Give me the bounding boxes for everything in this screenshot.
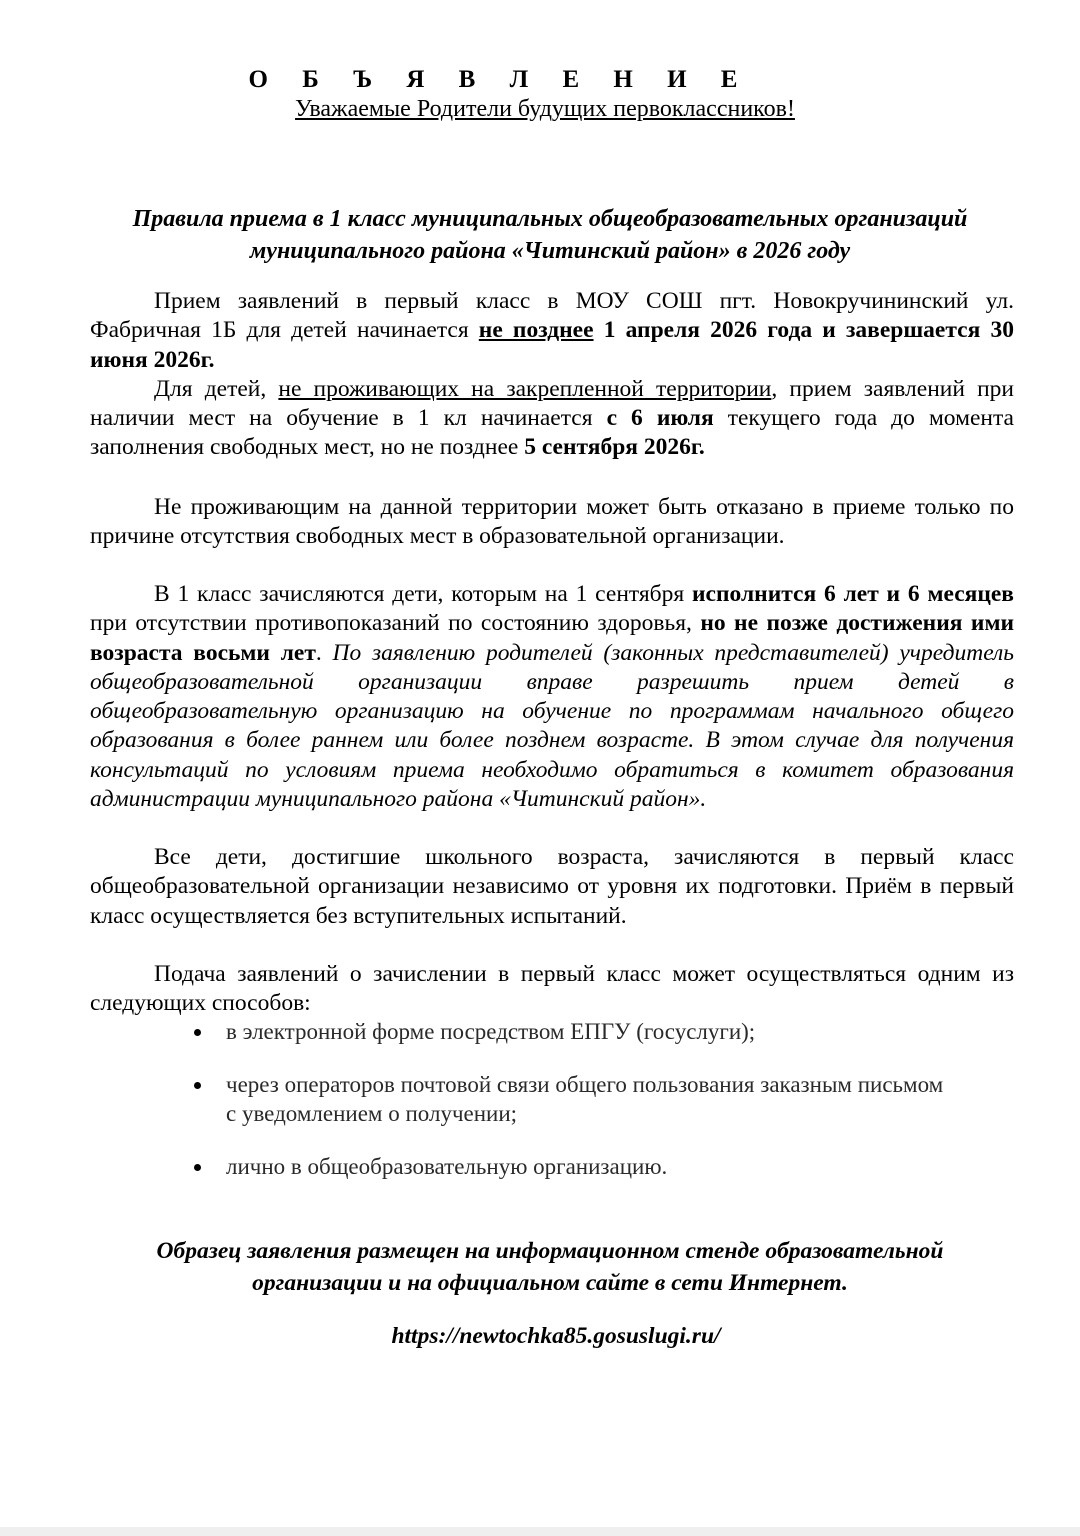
underlined-territory: не проживающих на закрепленной территории <box>278 375 772 402</box>
text-run: Прием заявлений в первый класс в МОУ СОШ пгт. Новокручининский ул. Фабричная 1Б для детей начинается <box>90 288 1014 344</box>
methods-list <box>190 1070 950 1128</box>
italic-parents-note: По заявлению родителей (законных представителей) учредитель общеобразовательной организации вправе разрешить прием детей в общеобразовательную организацию на обучение по программам начального общего образования в более раннем или более позднем возрасте. В этом случае для получения консультаций по условиям приема необходимо обратиться в комитет образования администрации муниципального района «Читинский район». <box>90 639 1015 813</box>
greeting-line: Уважаемые Родители будущих первоклассников! <box>295 96 795 122</box>
rules-title-line-1: Правила приема в 1 класс муниципальных общеобразовательных организаций <box>132 206 968 232</box>
section-age <box>90 580 1014 814</box>
list-item-text: в электронной форме посредством ЕПГУ (госуслуги); <box>226 1019 756 1044</box>
text-run: . <box>315 639 333 666</box>
section-methods <box>90 960 1014 1019</box>
footer-note <box>100 1235 1000 1299</box>
bullet-icon <box>194 1029 201 1036</box>
intro-section <box>90 287 1014 463</box>
text-run: В 1 класс зачисляются дети, которым на 1 сентября <box>154 581 693 607</box>
emphasis-not-later: не позднее <box>478 317 594 344</box>
section-enrollment <box>90 843 1014 931</box>
emphasis-september: 5 сентября 2026г. <box>524 434 705 461</box>
emphasis-max-age: но не позже достижения ими возраста восьми лет <box>90 610 1014 666</box>
section-refusal <box>90 493 1014 552</box>
list-item-text: лично в общеобразовательную организацию. <box>226 1154 668 1179</box>
list-item <box>190 1152 950 1181</box>
emphasis-july: с 6 июля <box>606 405 714 432</box>
emphasis-dates: 1 апреля 2026 года и завершается 30 июня 2026г. <box>90 317 1014 373</box>
paragraph-methods-intro: Подача заявлений о зачислении в первый класс может осуществляться одним из следующих способов: <box>90 961 1014 1017</box>
footer-note-line-1: Образец заявления размещен на информационном стенде образовательной <box>156 1238 944 1264</box>
emphasis-age: исполнится 6 лет и 6 месяцев <box>692 581 1014 607</box>
rules-title-line-2: муниципального района «Читинский район» в 2026 году <box>249 238 851 264</box>
rules-title <box>100 203 1000 267</box>
footer-note-line-2: организации и на официальном сайте в сети Интернет. <box>252 1270 848 1296</box>
bullet-icon <box>194 1164 201 1171</box>
methods-list <box>190 1152 950 1181</box>
methods-list <box>190 1017 950 1046</box>
bullet-icon <box>194 1082 201 1089</box>
text-run: , прием заявлений при наличии мест на обучение в 1 кл начинается <box>90 375 1014 432</box>
text-run: текущего года до момента заполнения свободных мест, но не позднее <box>90 405 1014 461</box>
text-run: при отсутствии противопоказаний по состоянию здоровья, <box>90 610 701 637</box>
website-url: https://newtochka85.gosuslugi.ru/ <box>391 1323 721 1349</box>
paragraph-age <box>90 580 1014 814</box>
text-run: Для детей, <box>154 375 279 402</box>
paragraph-enrollment: Все дети, достигшие школьного возраста, зачисляются в первый класс общеобразовательной организации независимо от уровня их подготовки. Приём в первый класс осуществляется без вступительных испытаний. <box>90 844 1014 929</box>
paragraph-application-dates <box>90 287 1014 375</box>
paragraph-non-resident <box>90 375 1014 463</box>
bottom-divider <box>0 1527 1080 1536</box>
list-item <box>190 1070 950 1128</box>
announcement-heading: О Б Ъ Я В Л Е Н И Е <box>248 66 752 93</box>
list-item <box>190 1017 950 1046</box>
list-item-text: через операторов почтовой связи общего пользования заказным письмом с уведомлением о получении; <box>226 1072 944 1126</box>
paragraph-refusal: Не проживающим на данной территории может быть отказано в приеме только по причине отсутствия свободных мест в образовательной организации. <box>90 494 1014 550</box>
